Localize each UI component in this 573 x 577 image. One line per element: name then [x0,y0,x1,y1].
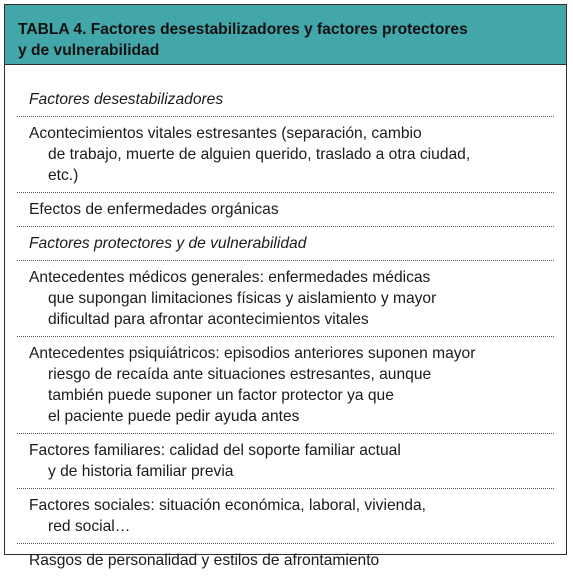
table-row [17,544,554,577]
row-text-line: Antecedentes psiquiátricos: episodios anteriores suponen mayor [29,345,476,362]
row-text-line: Rasgos de personalidad y estilos de afrontamiento [29,552,380,569]
table-title [18,19,556,61]
row-text-line: el paciente puede pedir ayuda antes [48,408,300,425]
row-text-line: Factores familiares: calidad del soporte familiar actual [29,442,401,459]
row-text-line: etc.) [48,167,79,184]
table-body [5,65,566,577]
row-text-line: dificultad para afrontar acontecimientos vitales [48,311,369,328]
section-heading-row [17,227,554,261]
table-title-line-1: TABLA 4. Factores desestabilizadores y factores protectores [18,21,468,38]
row-text-line: Antecedentes médicos generales: enfermedades médicas [29,269,431,286]
table-row [17,434,554,489]
row-text-line: también puede suponer un factor protector ya que [48,387,394,404]
row-text-line: y de historia familiar previa [48,463,234,480]
row-text-line: Acontecimientos vitales estresantes (separación, cambio [29,125,422,142]
row-text-line: red social… [48,518,131,535]
table-frame [4,4,567,569]
table-header [5,5,566,65]
section-heading-text: Factores desestabilizadores [29,91,224,108]
row-text-line: Efectos de enfermedades orgánicas [29,201,279,218]
section-heading-row [17,83,554,117]
table-title-line-2: y de vulnerabilidad [18,42,160,59]
table-row [17,193,554,227]
table-row [17,489,554,544]
table-row [17,261,554,337]
table-row [17,117,554,193]
row-text-line: de trabajo, muerte de alguien querido, traslado a otra ciudad, [48,146,471,163]
row-text-line: que supongan limitaciones físicas y aislamiento y mayor [48,290,437,307]
table-row [17,337,554,434]
row-text-line: Factores sociales: situación económica, laboral, vivienda, [29,497,426,514]
row-text-line: riesgo de recaída ante situaciones estresantes, aunque [48,366,432,383]
section-heading-text: Factores protectores y de vulnerabilidad [29,235,307,252]
